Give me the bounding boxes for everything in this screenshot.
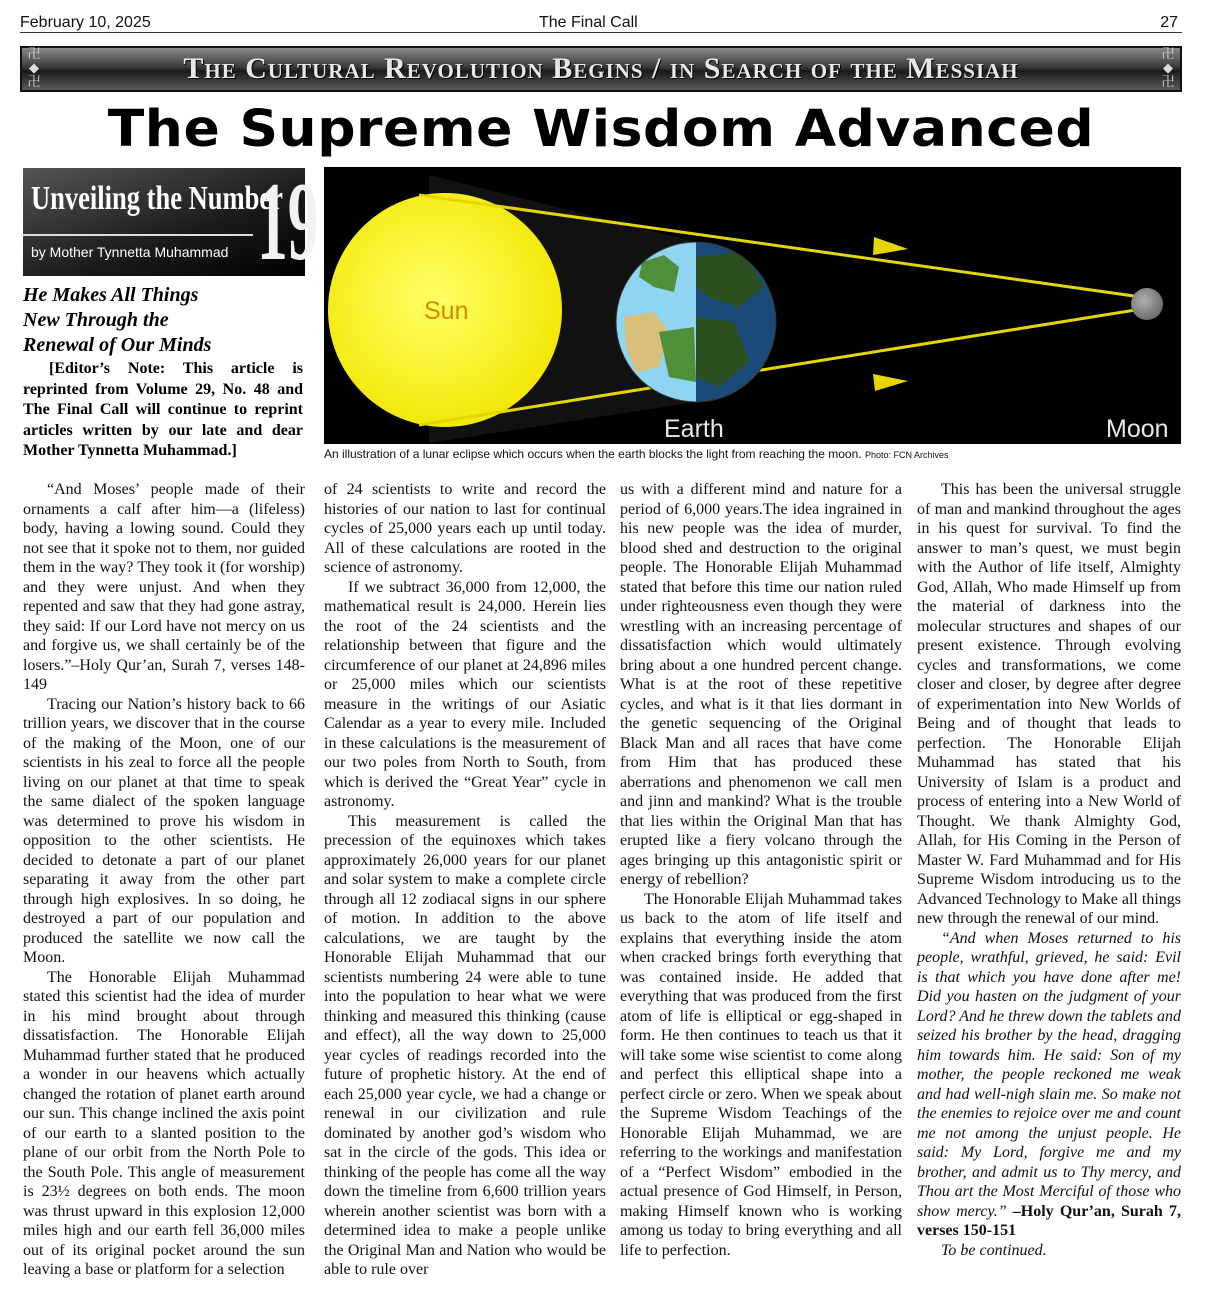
banner-ornament-right-icon: 卍 ◆ 卍 (1161, 47, 1175, 90)
article-paragraph: us with a different mind and nature for a period of 6,000 years.The idea ingrained in his new people was the idea of murder, blood shed and destruction to the original people. The Honorable Elijah Muhammad stated that before this time our nation ruled under righteousness even though they were wrestling with an increasing percentage of dissatisfaction which would ultimately bring about a one hundred percent change. What is at the root of these repetitive cycles, and what is it that lies dormant in the genetic sequencing of the Original Black Man and all races that have come from Him that has produced these aberrations and phenomenon we call men and jinn and mankind? What is the trouble that lies within the Original Man that has erupted like a fiery volcano through the ages bringing up this antagonistic spirit or energy of rebellion? (620, 481, 902, 888)
column-logo-number: 19 (257, 160, 319, 284)
banner-title: The Cultural Revolution Begins / in Search of the Messiah (183, 52, 1019, 85)
subheadline-line: He Makes All Things (23, 284, 199, 306)
moon-label: Moon (1106, 415, 1169, 443)
article-paragraph: The Honorable Elijah Muhammad takes us back to the atom of life itself and explains that everything inside the atom when cracked brings forth everything that was contained inside. He added that everything that was produced from the first atom of life is elliptical or egg-shaped in form. He then continues to teach us that it will take some wise scientist to come along and perfect this elliptical shape into a perfect circle or zero. When we speak about the Supreme Wisdom Teachings of the Honorable Elijah Muhammad, we are referring to the workings and manifestation of a “Perfect Wisdom” embodied in the actual presence of God Himself, in Person, making Himself known who is working among us today to bring everything and all life to perfection. (620, 890, 902, 1259)
article-column-2 (324, 480, 606, 1280)
article-paragraph: of 24 scientists to write and record the histories of our nation to last for continual cycles of 25,000 years each up until today. All of these calculations are rooted in the science of astronomy. (324, 481, 606, 576)
article-paragraph: This measurement is called the precession of the equinoxes which takes approximately 26,000 years for our planet and solar system to make a complete circle through all 12 zodiacal signs in our sphere of motion. In addition to the above calculations, we are taught by the Honorable Elijah Muhammad that our scientists numbering 24 were able to tune into the population to hear what we were thinking and measured this thinking (cause and effect), all the way down to 25,000 year cycles of readings recorded into the future of prophetic history. At the end of each 25,000 year cycle, we had a change or renewal in our civilization and rule dominated by another god’s wisdom who sat in the circle of the gods. This idea or thinking of the people has come all the way down the timeline from 6,600 trillion years wherein another scientist was born with a determined idea to make a people unlike the Original Man and Nation who would be able to rule over (324, 812, 606, 1278)
earth-label: Earth (664, 415, 724, 443)
moon-graphic (1131, 288, 1163, 320)
article-column-4 (917, 480, 1181, 1260)
article-column-1 (23, 480, 305, 1280)
editors-note: [Editor’s Note: This article is reprinted from Volume 29, No. 48 and The Final Call will continue to reprint articles written by our late and dear Mother Tynnetta Muhammad.] (23, 360, 303, 459)
article-column-3 (620, 480, 902, 1260)
issue-date: February 10, 2025 (20, 14, 151, 31)
column-logo-byline: by Mother Tynnetta Muhammad (31, 244, 229, 260)
subheadline (23, 283, 305, 358)
closing-quote-text: “And when Moses returned to his people, wrathful, grieved, he said: Evil is that which you have done after me! Did you hasten on the judgment of your Lord? And he threw down the tablets and seized his brother by the head, dragging him towards him. He said: Son of my mother, the people reckoned me weak and had well-nigh slain me. So make not the enemies to rejoice over me and count me not among the unjust people. He said: My Lord, forgive me and my brother, and admit us to Thy mercy, and Thou art the Most Merciful of those who show mercy.” (917, 929, 1181, 1220)
closing-quote (917, 929, 1181, 1241)
column-logo-divider (23, 234, 253, 236)
article-paragraph: Tracing our Nation’s history back to 66 trillion years, we discover that in the course of the making of the Moon, one of our scientists in his zeal to force all the people living on our planet at that time to speak the same dialect of the spoken language was determined to prove his wisdom in opposition to the other scientists. He decided to detonate a part of our planet separating it away from the other part through high explosives. In so doing, he destroyed a part of our population and produced the satellite we now call the Moon. (23, 695, 305, 966)
column-logo-title: Unveiling the Number (31, 180, 283, 217)
photo-caption (324, 447, 1181, 461)
banner-ornament-left-icon: 卍 ◆ 卍 (27, 47, 41, 90)
page-header (20, 8, 1182, 33)
photo-caption-text: An illustration of a lunar eclipse which occurs when the earth blocks the light from reaching the moon. (324, 447, 862, 461)
headline: The Supreme Wisdom Advanced (107, 100, 1095, 159)
subheadline-line: Renewal of Our Minds (23, 334, 212, 356)
column-logo (23, 160, 319, 284)
article-paragraph: The Honorable Elijah Muhammad stated this scientist had the idea of murder in his mind brought about through dissatisfaction. The Honorable Elijah Muhammad further stated that he produced a wonder in our heavens which actually changed the rotation of planet earth around our sun. This change inclined the axis point of our earth to a slanted position to the plane of our orbit from the North Pole to the South Pole. This angle of measurement is 23½ degrees on both ends. The moon was thrust upward in this explosion 12,000 miles high and our earth fell 36,000 miles out of its original pocket around the sun leaving a base or platform for a selection (23, 968, 305, 1278)
sun-label: Sun (424, 297, 469, 325)
article-paragraph: This has been the universal struggle of man and mankind throughout the ages in his quest for survival. To find the answer to man’s quest, we must begin with the Author of life itself, Almighty God, Allah, Who made Himself up from the material of darkness into the molecular structures and shapes of our present existence. Through evolving cycles and transformations, we come closer and closer, by degree after degree of experimentation into New Worlds of Being and of thought that leads to perfection. The Honorable Elijah Muhammad has stated that his University of Islam is a product and process of entering into a New World of Thought. We thank Almighty God, Allah, for His Coming in the Person of Master W. Fard Muhammad and for His Supreme Wisdom introducing us to the Advanced Technology to Make all things new through the renewal of our mind. (917, 481, 1181, 927)
article-paragraph: “And Moses’ people made of their ornaments a calf after him—a (lifeless) body, having a lowing sound. Could they not see that it spoke not to them, nor guided them in the way? They took it (for worship) and they were unjust. And when they repented and saw that they had gone astray, they said: If our Lord have not mercy on us and forgive us, we shall certainly be of the losers.”–Holy Qur’an, Surah 7, verses 148-149 (23, 481, 305, 693)
page-number: 27 (1160, 14, 1178, 31)
section-banner (20, 46, 1182, 92)
to-be-continued: To be continued. (941, 1241, 1047, 1259)
subheadline-line: New Through the (23, 309, 169, 331)
closing-citation: –Holy Qur’an, Surah 7, verses 150-151 (917, 1202, 1181, 1239)
eclipse-illustration-graphic (324, 167, 1181, 444)
photo-credit: Photo: FCN Archives (864, 450, 949, 460)
article-paragraph: If we subtract 36,000 from 12,000, the mathematical result is 24,000. Herein lies the root of the 24 scientists and the relationship between that figure and the circumference of our planet at 24,896 miles or 25,000 miles which our scientists measure in the writings of our Asiatic Calendar as a year to every mile. Included in these calculations is the measurement of our two poles from North to South, from which is derived the “Great Year” cycle in astronomy. (324, 578, 606, 810)
eclipse-illustration (324, 167, 1181, 444)
publication-name: The Final Call (539, 14, 638, 31)
earth-graphic (616, 242, 776, 402)
